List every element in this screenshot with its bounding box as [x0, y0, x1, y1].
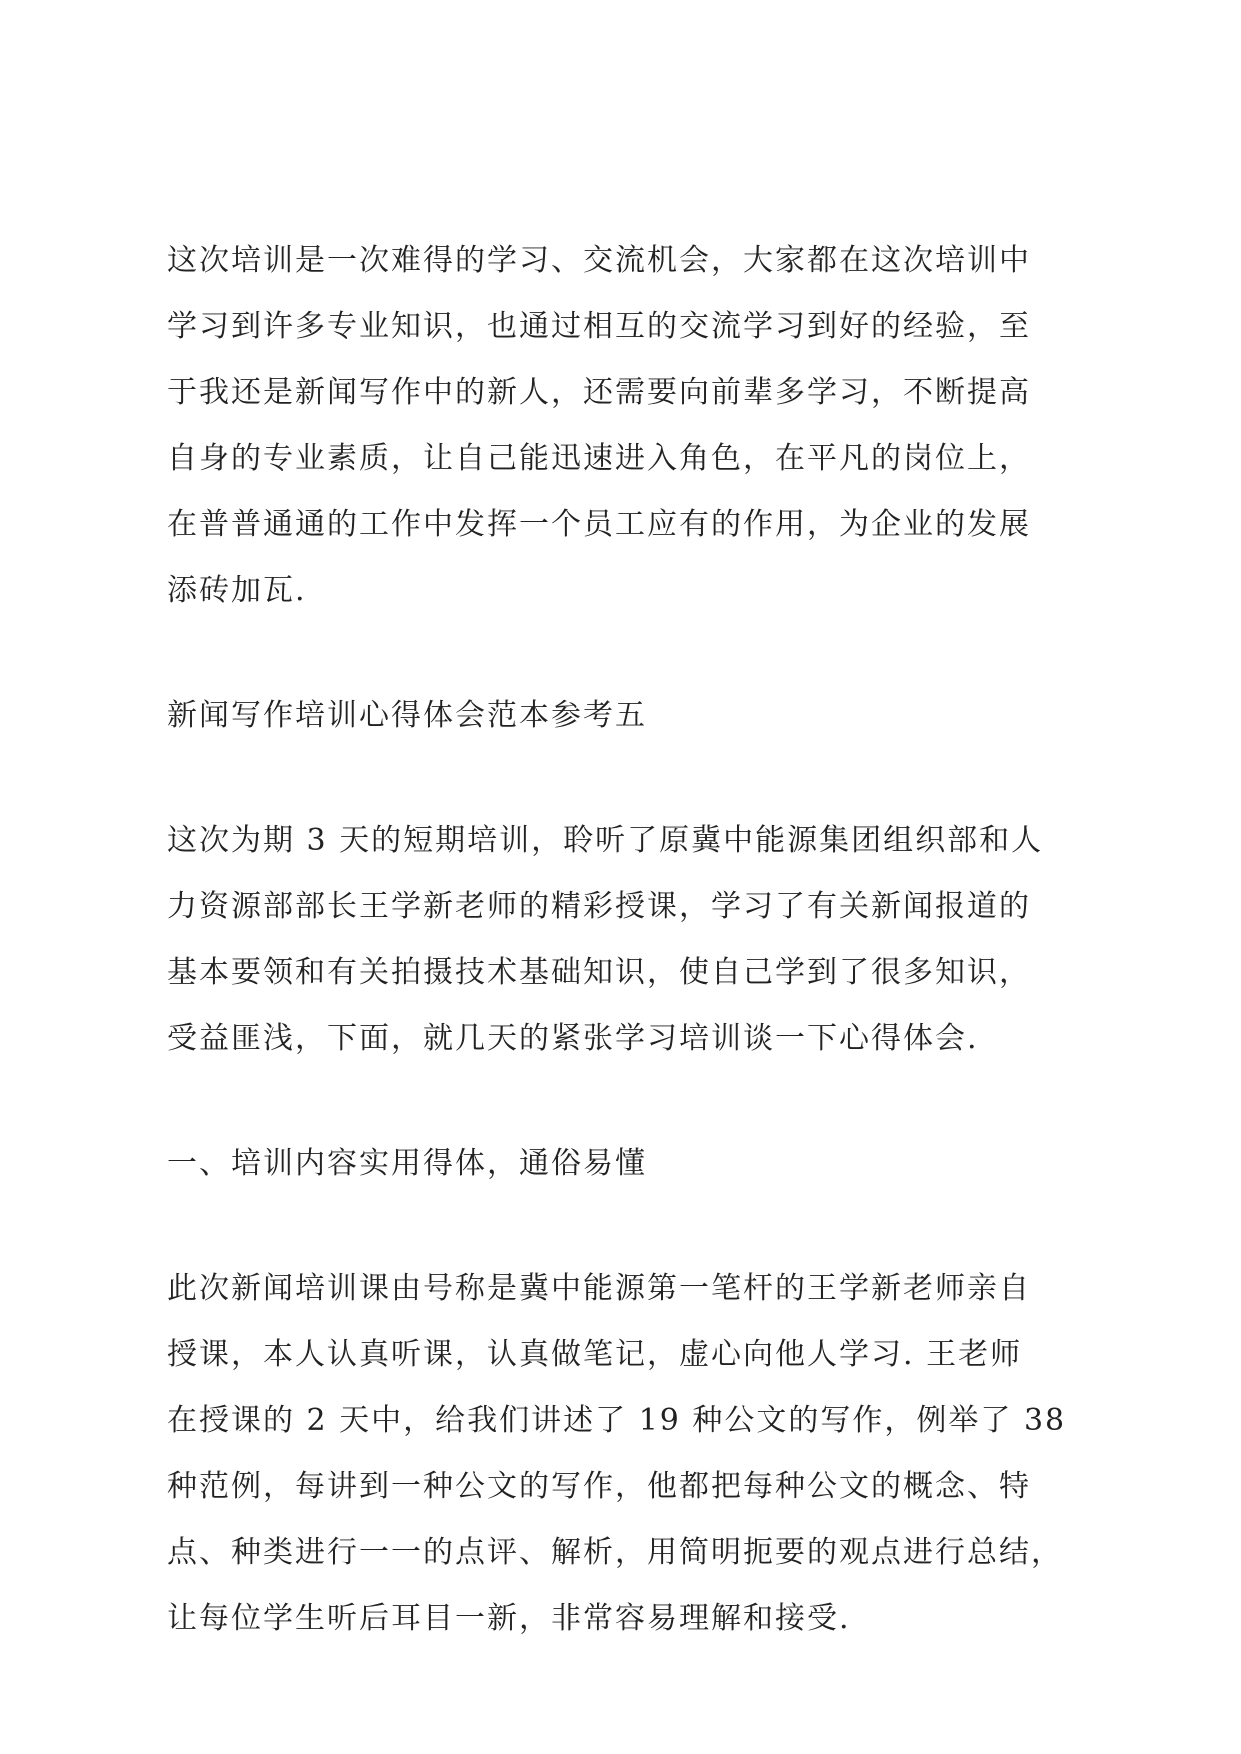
- text-line: 让每位学生听后耳目一新，非常容易理解和接受.: [167, 1601, 851, 1636]
- section-heading: [167, 683, 1087, 749]
- text-line: 于我还是新闻写作中的新人，还需要向前辈多学习，不断提高: [167, 375, 1031, 410]
- text-line: 点、种类进行一一的点评、解析，用简明扼要的观点进行总结，: [167, 1535, 1063, 1570]
- subsection-heading: [167, 1131, 1087, 1197]
- paragraph-training-reflection: [167, 228, 1087, 624]
- text-line: 自身的专业素质，让自己能迅速进入角色，在平凡的岗位上，: [167, 441, 1031, 476]
- text-line: 授课，本人认真听课，认真做笔记，虚心向他人学习. 王老师: [167, 1337, 1023, 1372]
- text-line: 这次培训是一次难得的学习、交流机会，大家都在这次培训中: [167, 243, 1031, 278]
- text-line: 添砖加瓦.: [167, 573, 307, 608]
- text-line: 受益匪浅，下面，就几天的紧张学习培训谈一下心得体会.: [167, 1021, 979, 1056]
- text-line: 种范例，每讲到一种公文的写作，他都把每种公文的概念、特: [167, 1469, 1031, 1504]
- text-line: 这次为期 3 天的短期培训，聆听了原冀中能源集团组织部和人: [167, 823, 1044, 858]
- paragraph-course-details: [167, 1256, 1087, 1652]
- document-body: [167, 228, 1087, 1652]
- text-line: 力资源部部长王学新老师的精彩授课，学习了有关新闻报道的: [167, 889, 1031, 924]
- text-line: 在授课的 2 天中，给我们讲述了 19 种公文的写作，例举了 38: [167, 1403, 1067, 1438]
- text-line: 此次新闻培训课由号称是冀中能源第一笔杆的王学新老师亲自: [167, 1271, 1031, 1306]
- text-line: 基本要领和有关拍摄技术基础知识，使自己学到了很多知识，: [167, 955, 1031, 990]
- text-line: 学习到许多专业知识，也通过相互的交流学习到好的经验，至: [167, 309, 1031, 344]
- text-line: 在普普通通的工作中发挥一个员工应有的作用，为企业的发展: [167, 507, 1031, 542]
- heading-text: 一、培训内容实用得体，通俗易懂: [167, 1146, 647, 1181]
- paragraph-training-intro: [167, 808, 1087, 1072]
- heading-text: 新闻写作培训心得体会范本参考五: [167, 698, 647, 733]
